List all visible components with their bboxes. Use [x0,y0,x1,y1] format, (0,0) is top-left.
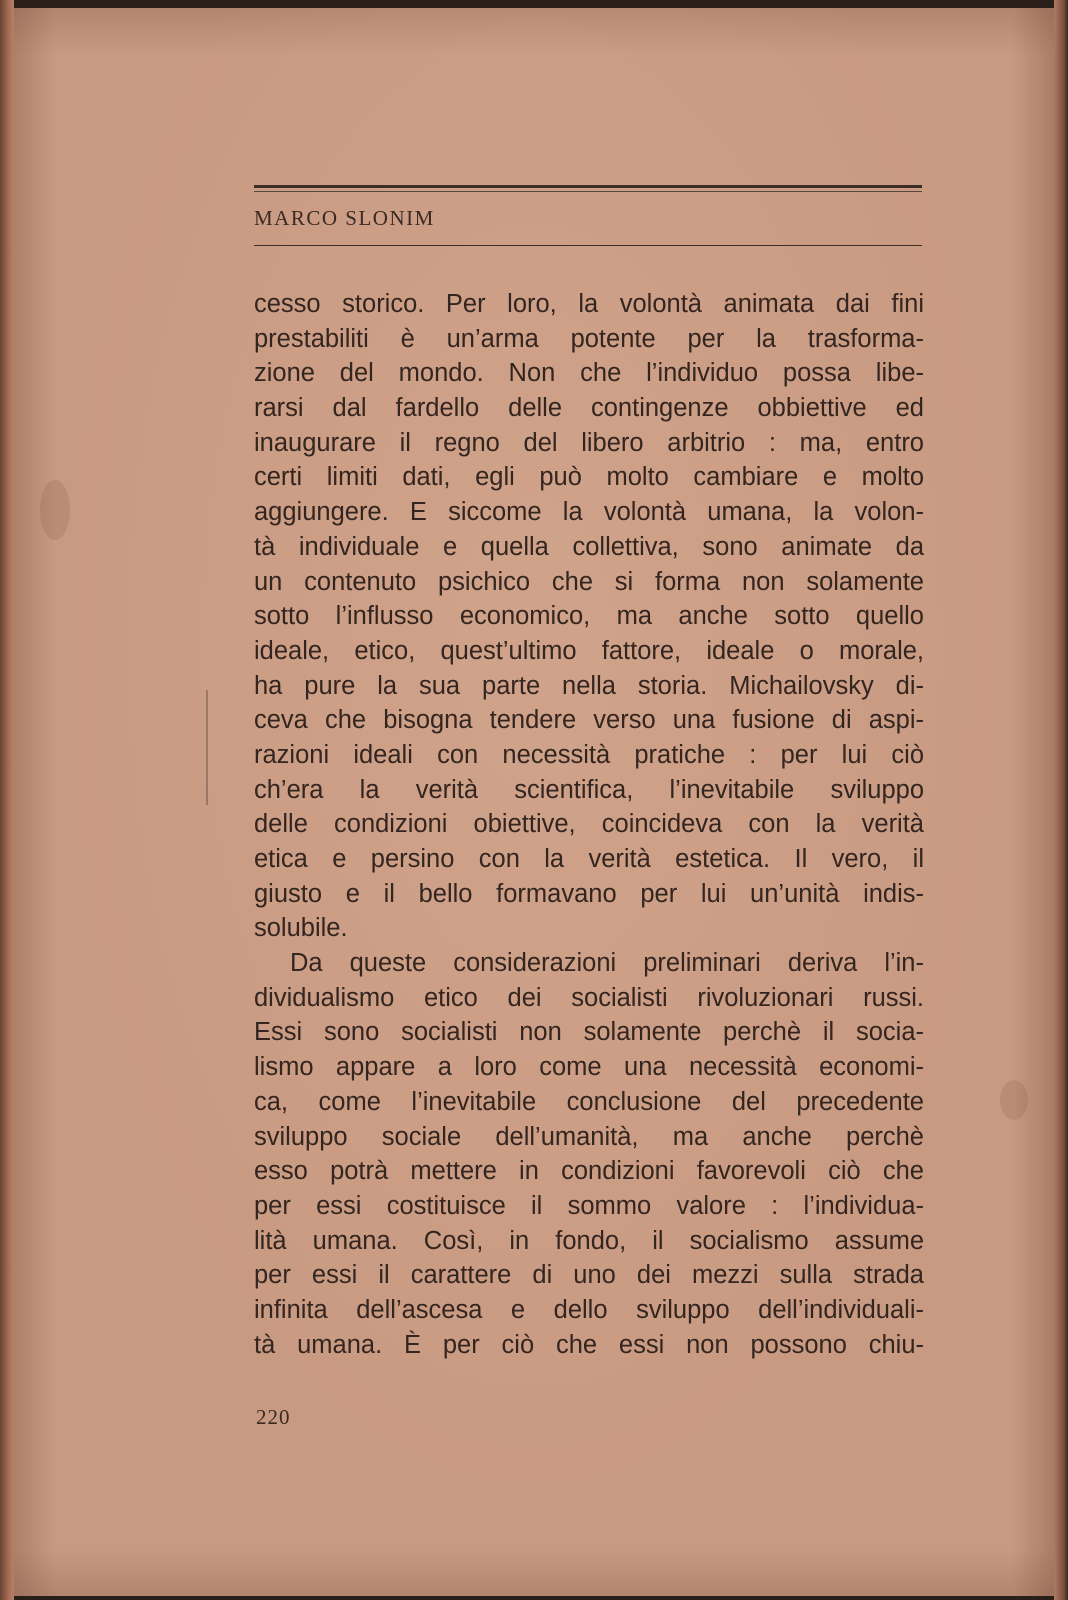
running-head-rule [254,245,922,246]
body-text [254,287,924,1362]
text-line: inaugurare il regno del libero arbitrio : ma, entro [254,428,924,457]
text-line: certi limiti dati, egli può molto cambiare e molto [254,463,924,492]
page-number: 220 [256,1405,291,1429]
text-line: zione del mondo. Non che l’individuo possa libe- [254,359,924,388]
text-line: ideale, etico, quest’ultimo fattore, ideale o morale, [254,636,924,665]
text-line: Da queste considerazioni preliminari deriva l’in- [290,949,924,978]
text-line: prestabiliti è un’arma potente per la trasforma- [254,324,924,353]
header-rule [254,185,922,188]
text-line: per essi costituisce il sommo valore : l’individua- [254,1191,924,1220]
page-right-edge [1054,0,1068,1600]
text-line: etica e persino con la verità estetica. Il vero, il [254,845,924,873]
text-line: solubile. [254,914,348,943]
text-line: dividualismo etico dei socialisti rivoluzionari russi. [254,983,924,1012]
text-line: esso potrà mettere in condizioni favorevoli ciò che [254,1157,924,1186]
text-line: rarsi dal fardello delle contingenze obbiettive ed [254,394,924,423]
text-line: tà individuale e quella collettiva, sono animate da [254,532,924,561]
text-line: tà umana. È per ciò che essi non possono chiu- [254,1330,924,1359]
text-line: lità umana. Così, in fondo, il socialismo assume [254,1226,924,1255]
text-line: lismo appare a loro come una necessità economi- [254,1053,924,1082]
text-line: ca, come l’inevitabile conclusione del precedente [254,1087,924,1116]
text-line: ceva che bisogna tendere verso una fusione di aspi- [254,706,924,735]
text-line: sotto l’influsso economico, ma anche sotto quello [254,602,924,631]
text-line: Essi sono socialisti non solamente perchè il socia- [254,1018,924,1047]
text-line: sviluppo sociale dell’umanità, ma anche perchè [254,1122,924,1151]
text-line: ch’era la verità scientifica, l’inevitabile sviluppo [254,775,924,804]
paper-stain [1000,1080,1028,1120]
text-line: infinita dell’ascesa e dello sviluppo dell’individuali- [254,1295,924,1324]
running-head: MARCO SLONIM [254,206,435,230]
text-line: delle condizioni obiettive, coincideva con la verità [254,810,924,839]
text-line: per essi il carattere di uno dei mezzi sulla strada [254,1261,924,1290]
text-line: cesso storico. Per loro, la volontà animata dai fini [254,290,924,318]
text-line: giusto e il bello formavano per lui un’unità indis- [254,879,924,908]
text-line: aggiungere. E siccome la volontà umana, la volon- [254,498,924,527]
text-line: ha pure la sua parte nella storia. Michailovsky di- [254,671,924,700]
book-binding-edge [0,0,14,1600]
text-line: un contenuto psichico che si forma non solamente [254,567,924,596]
margin-pencil-mark [206,690,208,805]
text-line: razioni ideali con necessità pratiche : per lui ciò [254,740,924,769]
header-rule-thin [254,191,922,192]
paper-stain [40,480,70,540]
